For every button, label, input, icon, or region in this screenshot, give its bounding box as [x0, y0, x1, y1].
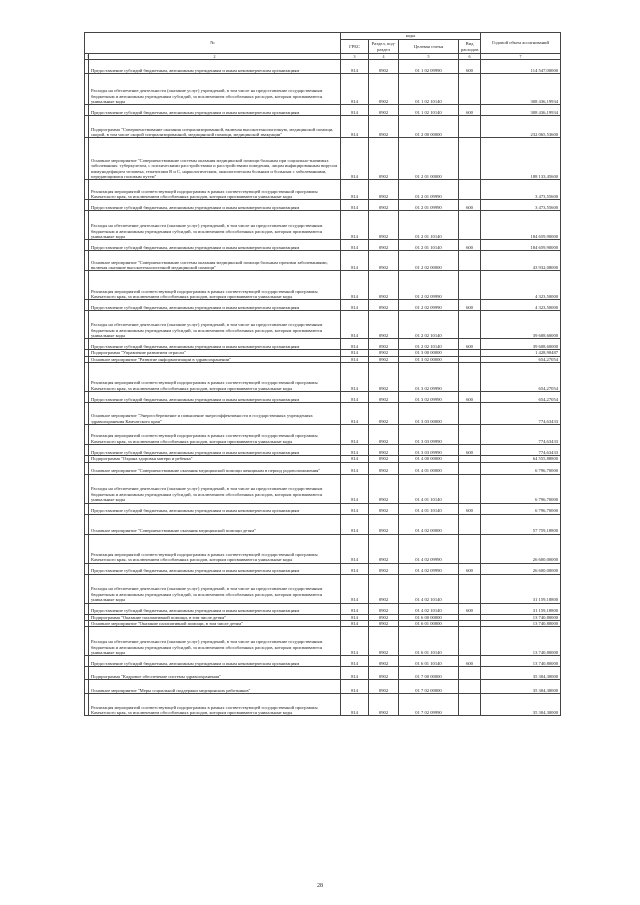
table-row [85, 534, 561, 563]
row-section-cell: 0902 [369, 680, 399, 694]
row-article-cell: 01 3 03 00000 [399, 403, 459, 425]
row-article-cell: 01 2 02 10140 [399, 311, 459, 339]
row-name-cell: Подпрограмма "Оказание паллиативной помощи, в том числе детям" [89, 614, 341, 620]
row-section-cell: 0902 [369, 563, 399, 574]
row-name-cell: Расходы на обеспечение деятельности (оказание услуг) учреждений, в том числе на предоставление государственным бюджетным и автономным учреждениям субсидий, за исключением обособленных расходов, которым присваиваются уникальные коды [89, 311, 341, 339]
row-section-cell: 0902 [369, 614, 399, 620]
row-grbs-cell: 814 [341, 403, 369, 425]
row-type-cell [459, 311, 481, 339]
row-section-cell: 0902 [369, 462, 399, 474]
row-name-cell: Предоставление субсидий бюджетным, автономным учреждениям и иным некоммерческим организациям [89, 200, 341, 211]
row-sum-cell: 35 304,30000 [481, 667, 561, 680]
header-codes: коды [341, 33, 481, 40]
row-grbs-cell: 814 [341, 251, 369, 271]
table-row [85, 603, 561, 614]
row-sum-cell: 114 547,00000 [481, 60, 561, 74]
row-article-cell: 01 3 00 00000 [399, 350, 459, 356]
row-type-cell [459, 694, 481, 716]
column-number: 1 [85, 54, 89, 60]
row-name-cell: Основное мероприятие "Энергосбережение и повышение энергоэффективности в государственных учреждениях здравоохранения Камчатского края" [89, 403, 341, 425]
row-type-cell [459, 462, 481, 474]
header-no: № [85, 33, 341, 54]
row-type-cell: 600 [459, 300, 481, 311]
row-sum-cell: 308 436,19934 [481, 105, 561, 116]
row-sum-cell: 774,63433 [481, 445, 561, 456]
column-number: 7 [481, 54, 561, 60]
table-row [85, 656, 561, 667]
row-grbs-cell: 814 [341, 116, 369, 138]
row-grbs-cell: 814 [341, 462, 369, 474]
row-sum-cell: 13 740,80000 [481, 621, 561, 627]
row-sum-cell: 6 796,70000 [481, 462, 561, 474]
header-total: Годовой объем ассигнований [481, 33, 561, 54]
row-article-cell: 01 1 02 10140 [399, 74, 459, 105]
table-row [85, 200, 561, 211]
row-article-cell: 01 3 02 09990 [399, 363, 459, 392]
row-name-cell: Предоставление субсидий бюджетным, автономным учреждениям и иным некоммерческим организациям [89, 392, 341, 403]
row-sum-cell: 654,27054 [481, 392, 561, 403]
budget-table [84, 32, 561, 716]
row-sum-cell: 39 608,60000 [481, 339, 561, 350]
row-name-cell: Основное мероприятие "Оказание паллиативной помощи, в том числе детям" [89, 621, 341, 627]
table-row [85, 363, 561, 392]
table-row [85, 445, 561, 456]
row-article-cell: 01 7 00 00000 [399, 667, 459, 680]
row-section-cell: 0902 [369, 534, 399, 563]
row-article-cell: 01 1 02 10140 [399, 105, 459, 116]
row-sum-cell: 13 740,80000 [481, 656, 561, 667]
row-article-cell: 01 3 02 09990 [399, 392, 459, 403]
row-article-cell: 01 4 01 00000 [399, 462, 459, 474]
row-grbs-cell: 814 [341, 311, 369, 339]
table-row [85, 574, 561, 603]
row-type-cell [459, 74, 481, 105]
row-article-cell: 01 4 02 10140 [399, 603, 459, 614]
table-row [85, 240, 561, 251]
row-type-cell [459, 138, 481, 180]
row-section-cell: 0902 [369, 116, 399, 138]
row-sum-cell: 35 304,30000 [481, 680, 561, 694]
row-section-cell: 0902 [369, 603, 399, 614]
row-grbs-cell: 814 [341, 339, 369, 350]
row-name-cell: Предоставление субсидий бюджетным, автономным учреждениям и иным некоммерческим организациям [89, 300, 341, 311]
row-article-cell: 01 6 01 10140 [399, 627, 459, 656]
row-type-cell [459, 574, 481, 603]
row-name-cell: Подпрограмма "Охрана здоровья матери и ребенка" [89, 456, 341, 462]
table-row [85, 74, 561, 105]
table-row [85, 311, 561, 339]
row-sum-cell: 26 600,00000 [481, 534, 561, 563]
row-name-cell: Основное мероприятие "Меры социальной поддержки медицинских работников" [89, 680, 341, 694]
row-grbs-cell: 814 [341, 74, 369, 105]
row-grbs-cell: 814 [341, 694, 369, 716]
row-sum-cell: 232 065,53600 [481, 116, 561, 138]
row-grbs-cell: 814 [341, 503, 369, 514]
row-grbs-cell: 814 [341, 211, 369, 240]
row-type-cell: 600 [459, 392, 481, 403]
row-sum-cell: 654,27054 [481, 356, 561, 362]
table-row [85, 403, 561, 425]
row-article-cell: 01 2 02 09990 [399, 271, 459, 300]
row-type-cell: 600 [459, 503, 481, 514]
row-section-cell: 0902 [369, 211, 399, 240]
row-name-cell: Предоставление субсидий бюджетным, автономным учреждениям и иным некоммерческим организациям [89, 503, 341, 514]
row-name-cell: Подпрограмма "Кадровое обеспечение системы здравоохранения" [89, 667, 341, 680]
row-grbs-cell: 814 [341, 614, 369, 620]
row-section-cell: 0902 [369, 503, 399, 514]
row-sum-cell: 184 659,90000 [481, 240, 561, 251]
row-sum-cell: 43 932,08000 [481, 251, 561, 271]
row-sum-cell: 13 740,80000 [481, 614, 561, 620]
row-type-cell [459, 211, 481, 240]
row-article-cell: 01 6 00 00000 [399, 614, 459, 620]
row-sum-cell: 6 796,70000 [481, 503, 561, 514]
row-section-cell: 0902 [369, 445, 399, 456]
row-name-cell: Основное мероприятие "Совершенствование системы оказания медицинской помощи больным при социально-значимых заболеваниях: туберкулезом, с психическими расстройствами и расстройствами поведения, лицам инфицированным вирусом иммунодефицита человека, гепатитами В и С, наркологическим, онкологическим больным и больным с заболеваниями, передающимися половым путем" [89, 138, 341, 180]
row-grbs-cell: 814 [341, 271, 369, 300]
row-article-cell: 01 2 02 09990 [399, 300, 459, 311]
row-type-cell [459, 363, 481, 392]
row-section-cell: 0902 [369, 425, 399, 445]
table-row [85, 180, 561, 200]
row-name-cell: Предоставление субсидий бюджетным, автономным учреждениям и иным некоммерческим организациям [89, 240, 341, 251]
row-name-cell: Предоставление субсидий бюджетным, автономным учреждениям и иным некоммерческим организациям [89, 656, 341, 667]
row-sum-cell: 774,63433 [481, 403, 561, 425]
table-row [85, 667, 561, 680]
row-grbs-cell: 814 [341, 534, 369, 563]
table-row [85, 60, 561, 74]
row-name-cell: Реализация мероприятий соответствующей подпрограммы в рамках соответствующей государственной программы Камчатского края, за исключением обособленных расходов, которым присваиваются уникальные коды [89, 534, 341, 563]
row-type-cell [459, 180, 481, 200]
table-row [85, 251, 561, 271]
row-grbs-cell: 814 [341, 621, 369, 627]
table-row [85, 563, 561, 574]
row-type-cell: 600 [459, 240, 481, 251]
row-article-cell: 01 2 01 00000 [399, 138, 459, 180]
row-article-cell: 01 4 02 09990 [399, 534, 459, 563]
row-grbs-cell: 814 [341, 445, 369, 456]
row-section-cell: 0902 [369, 627, 399, 656]
column-number: 3 [341, 54, 369, 60]
row-sum-cell: 188 133,45600 [481, 138, 561, 180]
row-grbs-cell: 814 [341, 514, 369, 534]
table-row [85, 105, 561, 116]
row-article-cell: 01 7 02 09990 [399, 694, 459, 716]
table-row [85, 271, 561, 300]
row-name-cell: Основное мероприятие "Совершенствование системы оказания медицинской помощи больным прочими заболеваниями, включая оказание высокотехнологичной медицинской помощи" [89, 251, 341, 271]
row-section-cell: 0902 [369, 667, 399, 680]
row-section-cell: 0902 [369, 363, 399, 392]
row-article-cell: 01 2 01 10140 [399, 240, 459, 251]
row-section-cell: 0902 [369, 656, 399, 667]
row-type-cell: 600 [459, 445, 481, 456]
column-number: 6 [459, 54, 481, 60]
row-type-cell [459, 514, 481, 534]
row-section-cell: 0902 [369, 271, 399, 300]
row-grbs-cell: 814 [341, 425, 369, 445]
row-sum-cell: 774,63433 [481, 425, 561, 445]
row-section-cell: 0902 [369, 694, 399, 716]
row-article-cell: 01 4 01 10140 [399, 503, 459, 514]
row-grbs-cell: 814 [341, 105, 369, 116]
row-name-cell: Расходы на обеспечение деятельности (оказание услуг) учреждений, в том числе на предоставление государственным бюджетным и автономным учреждениям субсидий, за исключением обособленных расходов, которым присваиваются уникальные коды [89, 74, 341, 105]
row-article-cell: 01 3 03 09990 [399, 425, 459, 445]
row-sum-cell: 184 659,90000 [481, 211, 561, 240]
row-name-cell: Расходы на обеспечение деятельности (оказание услуг) учреждений, в том числе на предоставление государственным бюджетным и автономным учреждениям субсидий, за исключением обособленных расходов, которым присваиваются уникальные коды [89, 211, 341, 240]
row-article-cell: 01 4 01 10140 [399, 474, 459, 503]
row-type-cell [459, 251, 481, 271]
row-article-cell: 01 4 02 09990 [399, 563, 459, 574]
row-section-cell: 0902 [369, 403, 399, 425]
row-section-cell: 0902 [369, 138, 399, 180]
header-article: Целевая статья [399, 40, 459, 54]
row-sum-cell: 64 555,88800 [481, 456, 561, 462]
row-article-cell: 01 2 02 10140 [399, 339, 459, 350]
row-type-cell: 600 [459, 563, 481, 574]
row-sum-cell: 654,27054 [481, 363, 561, 392]
row-section-cell: 0902 [369, 200, 399, 211]
row-article-cell: 01 7 02 00000 [399, 680, 459, 694]
header-section: Раздел, под-раздел [369, 40, 399, 54]
row-grbs-cell: 814 [341, 180, 369, 200]
row-grbs-cell: 814 [341, 627, 369, 656]
row-section-cell: 0902 [369, 456, 399, 462]
row-grbs-cell: 814 [341, 363, 369, 392]
row-article-cell: 01 4 02 00000 [399, 514, 459, 534]
row-name-cell: Реализация мероприятий соответствующей подпрограммы в рамках соответствующей государственной программы Камчатского края, за исключением обособленных расходов, которым присваиваются уникальные коды [89, 271, 341, 300]
row-sum-cell: 3 473,55600 [481, 200, 561, 211]
row-type-cell: 600 [459, 105, 481, 116]
row-grbs-cell: 814 [341, 356, 369, 362]
row-name-cell: Расходы на обеспечение деятельности (оказание услуг) учреждений, в том числе на предоставление государственным бюджетным и автономным учреждениям субсидий, за исключением обособленных расходов, которым присваиваются уникальные коды [89, 474, 341, 503]
row-grbs-cell: 814 [341, 456, 369, 462]
header-grbs: ГРБС [341, 40, 369, 54]
row-section-cell: 0902 [369, 474, 399, 503]
row-name-cell: Предоставление субсидий бюджетным, автономным учреждениям и иным некоммерческим организациям [89, 60, 341, 74]
row-type-cell: 600 [459, 200, 481, 211]
table-row [85, 300, 561, 311]
row-section-cell: 0902 [369, 514, 399, 534]
row-article-cell: 01 4 02 10140 [399, 574, 459, 603]
row-article-cell: 01 4 00 00000 [399, 456, 459, 462]
row-grbs-cell: 814 [341, 656, 369, 667]
column-number: 2 [89, 54, 341, 60]
row-section-cell: 0902 [369, 311, 399, 339]
row-type-cell [459, 680, 481, 694]
table-row [85, 462, 561, 474]
row-name-cell: Предоставление субсидий бюджетным, автономным учреждениям и иным некоммерческим организациям [89, 563, 341, 574]
row-name-cell: Реализация мероприятий соответствующей подпрограммы в рамках соответствующей государственной программы Камчатского края, за исключением обособленных расходов, которым присваиваются уникальные коды [89, 694, 341, 716]
row-grbs-cell: 814 [341, 350, 369, 356]
row-grbs-cell: 814 [341, 138, 369, 180]
row-sum-cell: 57 759,18800 [481, 514, 561, 534]
row-type-cell [459, 534, 481, 563]
column-number: 4 [369, 54, 399, 60]
row-section-cell: 0902 [369, 574, 399, 603]
row-grbs-cell: 814 [341, 474, 369, 503]
header-type: Вид расходов [459, 40, 481, 54]
row-type-cell: 600 [459, 656, 481, 667]
row-sum-cell: 39 608,60000 [481, 311, 561, 339]
row-type-cell [459, 271, 481, 300]
table-row [85, 425, 561, 445]
column-number: 5 [399, 54, 459, 60]
page-number: 28 [317, 883, 323, 889]
row-grbs-cell: 814 [341, 680, 369, 694]
row-sum-cell: 26 600,00000 [481, 563, 561, 574]
row-article-cell: 01 2 01 09990 [399, 180, 459, 200]
row-name-cell: Реализация мероприятий соответствующей подпрограммы в рамках соответствующей государственной программы Камчатского края, за исключением обособленных расходов, которым присваиваются уникальные коды [89, 180, 341, 200]
row-type-cell [459, 627, 481, 656]
row-grbs-cell: 814 [341, 574, 369, 603]
row-grbs-cell: 814 [341, 300, 369, 311]
row-section-cell: 0902 [369, 240, 399, 251]
table-row [85, 116, 561, 138]
row-section-cell: 0902 [369, 300, 399, 311]
row-type-cell: 600 [459, 60, 481, 74]
row-grbs-cell: 814 [341, 240, 369, 251]
row-type-cell: 600 [459, 603, 481, 614]
row-section-cell: 0902 [369, 74, 399, 105]
row-sum-cell: 1 428,90487 [481, 350, 561, 356]
row-sum-cell: 13 740,80000 [481, 627, 561, 656]
row-type-cell [459, 116, 481, 138]
table-row [85, 474, 561, 503]
row-article-cell: 01 1 02 09990 [399, 60, 459, 74]
table-row [85, 694, 561, 716]
row-section-cell: 0902 [369, 356, 399, 362]
row-name-cell: Основное мероприятие "Совершенствование оказания медицинской помощи детям" [89, 514, 341, 534]
row-name-cell: Основное мероприятие "Развитие информатизации в здравоохранении" [89, 356, 341, 362]
row-name-cell: Реализация мероприятий соответствующей подпрограммы в рамках соответствующей государственной программы Камчатского края, за исключением обособленных расходов, которым присваиваются уникальные коды [89, 363, 341, 392]
row-name-cell: Подпрограмма "Управление развитием отрасли" [89, 350, 341, 356]
row-article-cell: 01 2 01 09990 [399, 200, 459, 211]
row-sum-cell: 31 159,18800 [481, 603, 561, 614]
row-section-cell: 0902 [369, 251, 399, 271]
table-row [85, 627, 561, 656]
row-section-cell: 0902 [369, 105, 399, 116]
row-name-cell: Предоставление субсидий бюджетным, автономным учреждениям и иным некоммерческим организациям [89, 105, 341, 116]
row-name-cell: Реализация мероприятий соответствующей подпрограммы в рамках соответствующей государственной программы Камчатского края, за исключением обособленных расходов, которым присваиваются уникальные коды [89, 425, 341, 445]
row-sum-cell: 308 436,19934 [481, 74, 561, 105]
row-name-cell: Подпрограмма "Совершенствование оказания специализированной, включая высокотехнологичную, медицинской помощи, скорой, в том числе скорой специализированной, медицинской помощи, медицинской эвакуации" [89, 116, 341, 138]
table-row [85, 339, 561, 350]
row-section-cell: 0902 [369, 60, 399, 74]
row-name-cell: Расходы на обеспечение деятельности (оказание услуг) учреждений, в том числе на предоставление государственным бюджетным и автономным учреждениям субсидий, за исключением обособленных расходов, которым присваиваются уникальные коды [89, 627, 341, 656]
table-row [85, 503, 561, 514]
row-sum-cell: 4 323,50000 [481, 300, 561, 311]
row-section-cell: 0902 [369, 621, 399, 627]
row-sum-cell: 4 323,50000 [481, 271, 561, 300]
table-row [85, 680, 561, 694]
row-section-cell: 0902 [369, 180, 399, 200]
row-name-cell: Расходы на обеспечение деятельности (оказание услуг) учреждений, в том числе на предоставление государственным бюджетным и автономным учреждениям субсидий, за исключением обособленных расходов, которым присваиваются уникальные коды [89, 574, 341, 603]
row-type-cell [459, 667, 481, 680]
row-name-cell: Основное мероприятие "Совершенствование оказания медицинской помощи женщинам в период родовспоможения" [89, 462, 341, 474]
row-type-cell [459, 474, 481, 503]
row-article-cell: 01 3 02 00000 [399, 356, 459, 362]
row-grbs-cell: 814 [341, 603, 369, 614]
row-grbs-cell: 814 [341, 60, 369, 74]
row-sum-cell: 3 473,55600 [481, 180, 561, 200]
row-article-cell: 01 6 01 00000 [399, 621, 459, 627]
row-grbs-cell: 814 [341, 392, 369, 403]
row-section-cell: 0902 [369, 339, 399, 350]
row-article-cell: 01 6 01 10140 [399, 656, 459, 667]
row-name-cell: Предоставление субсидий бюджетным, автономным учреждениям и иным некоммерческим организациям [89, 445, 341, 456]
row-name-cell: Предоставление субсидий бюджетным, автономным учреждениям и иным некоммерческим организациям [89, 339, 341, 350]
row-type-cell [459, 403, 481, 425]
row-sum-cell: 35 304,30000 [481, 694, 561, 716]
row-name-cell: Предоставление субсидий бюджетным, автономным учреждениям и иным некоммерческим организациям [89, 603, 341, 614]
table-row [85, 211, 561, 240]
row-article-cell: 01 2 00 00000 [399, 116, 459, 138]
row-type-cell [459, 425, 481, 445]
row-section-cell: 0902 [369, 350, 399, 356]
row-grbs-cell: 814 [341, 667, 369, 680]
row-type-cell: 600 [459, 339, 481, 350]
table-row [85, 514, 561, 534]
row-sum-cell: 6 796,70000 [481, 474, 561, 503]
row-grbs-cell: 814 [341, 563, 369, 574]
row-grbs-cell: 814 [341, 200, 369, 211]
table-row [85, 392, 561, 403]
table-row [85, 138, 561, 180]
row-section-cell: 0902 [369, 392, 399, 403]
row-article-cell: 01 2 01 10140 [399, 211, 459, 240]
row-sum-cell: 31 159,18800 [481, 574, 561, 603]
row-article-cell: 01 3 03 09990 [399, 445, 459, 456]
row-article-cell: 01 2 02 00000 [399, 251, 459, 271]
